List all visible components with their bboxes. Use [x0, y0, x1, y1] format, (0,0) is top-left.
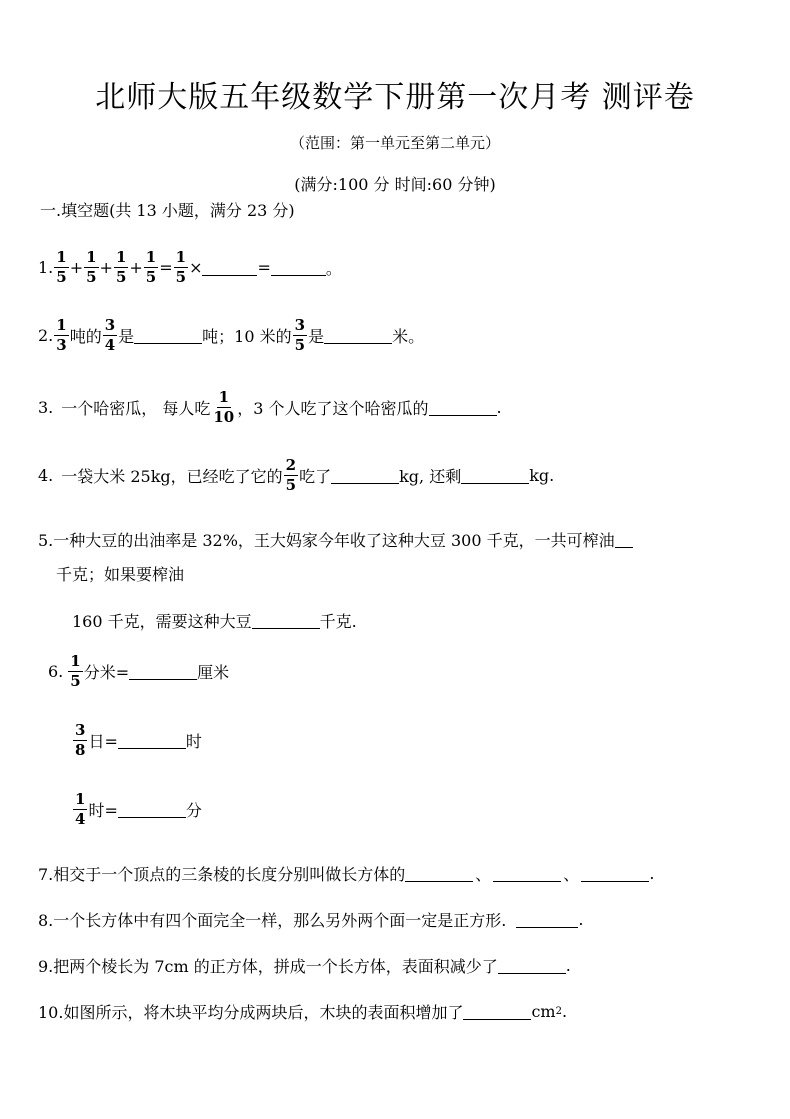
q6-b-text-1: 日=: [88, 732, 118, 751]
q1-fraction-1: $\frac{1}{5}$: [56, 248, 67, 286]
question-2: [38, 318, 424, 353]
q2-text-2: 是: [118, 327, 135, 346]
q4-blank-2[interactable]: [461, 467, 529, 484]
q4-fraction: $\frac{2}{5}$: [285, 456, 297, 494]
q5-text-4: 千克.: [319, 612, 357, 631]
q4-text-4: kg.: [529, 466, 555, 485]
q7-sep-2: 、: [563, 865, 580, 884]
q7-sep-1: 、: [475, 865, 492, 884]
q6-b-text-2: 时: [185, 732, 202, 751]
q4-text-3: kg, 还剩: [399, 467, 462, 486]
question-3: [38, 390, 502, 425]
q2-fraction-3: $\frac{3}{5}$: [294, 316, 306, 354]
exam-score-time: (满分:100 分 时间:60 分钟): [294, 175, 496, 194]
q6-number: 6.: [48, 662, 64, 681]
question-5-line-3: [72, 609, 357, 632]
q6-a-text-1: 分米=: [83, 663, 130, 682]
q9-text: 9.把两个棱长为 7cm 的正方体，拼成一个长方体，表面积减少了: [38, 957, 498, 976]
q6-fraction-a: $\frac{1}{5}$: [70, 652, 81, 690]
q4-text-2: 吃了: [299, 467, 332, 486]
q1-end: 。: [325, 259, 342, 278]
q2-text-1: 吨的: [69, 327, 102, 346]
q2-fraction-2: $\frac{3}{4}$: [104, 316, 116, 354]
q2-blank-1[interactable]: [134, 327, 202, 344]
q2-text-4: 是: [308, 327, 325, 346]
q6-c-text-1: 时=: [88, 801, 118, 820]
q1-equals-1: =: [159, 258, 173, 277]
q3-blank[interactable]: [429, 399, 497, 416]
section-heading: 一.填空题(共 13 小题，满分 23 分): [40, 201, 295, 220]
q9-blank[interactable]: [498, 957, 566, 974]
q7-end: .: [649, 864, 655, 883]
question-6-a: [48, 654, 229, 689]
q3-text-1: 一个哈密瓜， 每人吃: [61, 399, 211, 418]
q4-blank-1[interactable]: [331, 467, 399, 484]
exam-range: （范围：第一单元至第二单元）: [289, 134, 500, 152]
q2-fraction-1: $\frac{1}{3}$: [56, 316, 67, 354]
question-6-c: [72, 792, 202, 827]
q10-exponent: 2: [555, 1006, 562, 1017]
q6-blank-c[interactable]: [118, 801, 186, 818]
q1-fraction-2: $\frac{1}{5}$: [86, 248, 97, 286]
exam-title: 北师大版五年级数学下册第一次月考 测评卷: [95, 80, 695, 115]
q2-text-5: 米。: [392, 327, 425, 346]
q4-number: 4.: [38, 466, 54, 485]
q1-blank-1[interactable]: [202, 259, 257, 276]
q1-fraction-5: $\frac{1}{5}$: [175, 248, 187, 286]
q6-blank-a[interactable]: [129, 663, 197, 680]
question-7: [38, 862, 654, 885]
q7-text: 7.相交于一个顶点的三条棱的长度分别叫做长方体的: [38, 865, 406, 884]
question-6-b: [72, 723, 202, 758]
q1-equals-2: =: [257, 258, 271, 277]
q8-blank[interactable]: [516, 911, 578, 928]
q7-blank-3[interactable]: [581, 865, 649, 882]
q1-plus-1: +: [69, 258, 84, 277]
q3-number: 3.: [38, 398, 54, 417]
question-5-line-1: [38, 528, 633, 551]
q2-blank-2[interactable]: [324, 327, 392, 344]
question-5-line-2: [56, 562, 184, 585]
q10-end: .: [561, 1002, 568, 1021]
question-9: [38, 954, 571, 977]
q6-fraction-b: $\frac{3}{8}$: [75, 721, 86, 759]
q1-fraction-4: $\frac{1}{5}$: [145, 248, 157, 286]
q8-end: .: [578, 910, 584, 929]
q8-text: 8.一个长方体中有四个面完全一样，那么另外两个面一定是正方形.: [38, 911, 507, 930]
q3-text-2: ，3 个人吃了这个哈密瓜的: [237, 399, 429, 418]
q10-text: 10.如图所示，将木块平均分成两块后，木块的表面积增加了: [38, 1003, 464, 1022]
q1-times: ×: [189, 258, 203, 277]
q1-plus-2: +: [99, 258, 113, 277]
q5-text-3: 160 千克，需要这种大豆: [72, 612, 252, 631]
question-1: [38, 250, 342, 285]
q3-end: .: [496, 398, 502, 417]
q7-blank-1[interactable]: [405, 865, 473, 882]
question-4: [38, 458, 554, 493]
q1-fraction-3: $\frac{1}{5}$: [115, 248, 127, 286]
q6-c-text-2: 分: [185, 801, 202, 820]
q1-number: 1.: [38, 258, 54, 277]
q2-text-3: 吨；10 米的: [202, 327, 292, 346]
q10-unit: cm: [531, 1002, 556, 1021]
q5-text-1: 5.一种大豆的出油率是 32%，王大妈家今年收了这种大豆 300 千克，一共可榨油: [38, 531, 615, 550]
q7-blank-2[interactable]: [493, 865, 561, 882]
q6-fraction-c: $\frac{1}{4}$: [75, 790, 86, 828]
q6-a-text-2: 厘米: [197, 663, 230, 682]
q10-blank[interactable]: [463, 1003, 531, 1020]
q5-text-2: 千克；如果要榨油: [56, 565, 185, 584]
question-8: [38, 908, 583, 931]
question-10: [38, 1000, 567, 1023]
q1-plus-3: +: [129, 258, 143, 277]
q9-end: .: [565, 956, 571, 975]
q6-blank-b[interactable]: [118, 732, 186, 749]
q5-blank-2[interactable]: [252, 612, 320, 629]
q2-number: 2.: [38, 326, 54, 345]
q5-blank-1[interactable]: [615, 531, 633, 548]
q4-text-1: 一袋大米 25kg，已经吃了它的: [61, 467, 283, 486]
q3-fraction: $\frac{1}{10}$: [213, 388, 235, 426]
q1-blank-2[interactable]: [271, 259, 326, 276]
